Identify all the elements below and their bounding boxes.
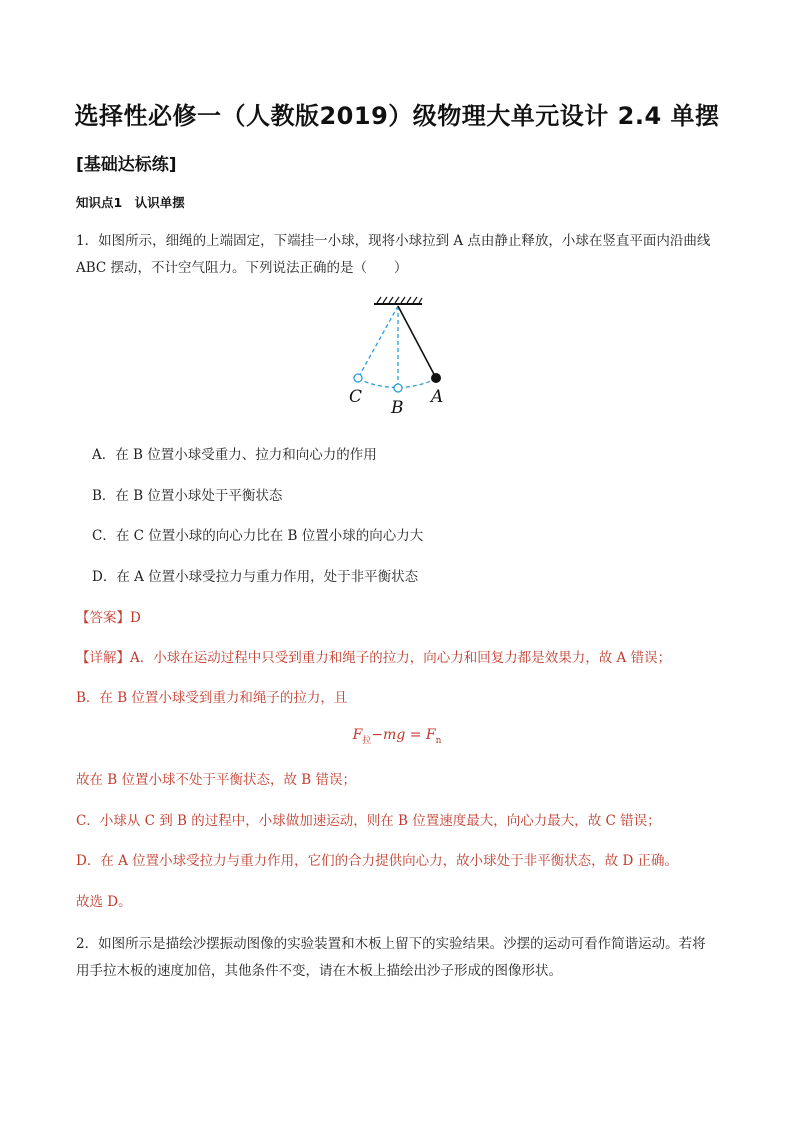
formula-rest: −mg = F bbox=[371, 727, 436, 743]
q1-stem-line1: 1．如图所示，细绳的上端固定，下端挂一小球，现将小球拉到 A 点由静止释放，小球在竖直平面内沿曲线 bbox=[76, 233, 711, 249]
option-b[interactable]: B．在 B 位置小球处于平衡状态 bbox=[92, 488, 283, 504]
string-to-a bbox=[398, 306, 436, 378]
formula-sub-pull: 拉 bbox=[362, 735, 372, 746]
option-a[interactable]: A．在 B 位置小球受重力、拉力和向心力的作用 bbox=[92, 447, 377, 463]
answer-line: 【答案】D bbox=[76, 610, 141, 626]
label-a: A bbox=[431, 387, 444, 407]
explain-line-a: 【详解】A．小球在运动过程中只受到重力和绳子的拉力，向心力和回复力都是效果力，故 A 错误； bbox=[76, 650, 672, 666]
pendulum-figure bbox=[330, 290, 460, 418]
explain-conclusion: 故选 D。 bbox=[76, 894, 132, 910]
explain-line-b2: 故在 B 位置小球不处于平衡状态，故 B 错误； bbox=[76, 772, 357, 788]
section-heading: [基础达标练] bbox=[76, 155, 177, 175]
explain-line-c: C．小球从 C 到 B 的过程中，小球做加速运动，则在 B 位置速度最大，向心力最大，故 C 错误； bbox=[76, 813, 661, 829]
option-d[interactable]: D．在 A 位置小球受拉力与重力作用，处于非平衡状态 bbox=[92, 569, 419, 585]
ball-b bbox=[394, 384, 402, 392]
q1-stem-line2: ABC 摆动，不计空气阻力。下列说法正确的是（ ） bbox=[76, 260, 408, 276]
ball-a bbox=[431, 373, 441, 383]
explain-line-d: D．在 A 位置小球受拉力与重力作用，它们的合力提供向心力，故小球处于非平衡状态，故 D 正确。 bbox=[76, 853, 679, 869]
string-to-c bbox=[358, 306, 398, 378]
label-c: C bbox=[349, 387, 363, 407]
ball-c bbox=[354, 374, 362, 382]
label-b: B bbox=[391, 398, 404, 418]
explain-line-b: B．在 B 位置小球受到重力和绳子的拉力，且 bbox=[76, 690, 348, 706]
q2-line2: 用手拉木板的速度加倍，其他条件不变，请在木板上描绘出沙子形成的图像形状。 bbox=[76, 963, 562, 979]
ceiling-hatch bbox=[377, 297, 422, 303]
force-formula bbox=[0, 727, 794, 746]
q2-line1: 2．如图所示是描绘沙摆振动图像的实验装置和木板上留下的实验结果。沙摆的运动可看作简谐运动。若将 bbox=[76, 936, 706, 952]
page-title: 选择性必修一（人教版2019）级物理大单元设计 2.4 单摆 bbox=[74, 102, 720, 130]
option-c[interactable]: C．在 C 位置小球的向心力比在 B 位置小球的向心力大 bbox=[92, 528, 424, 544]
formula-sub-n: n bbox=[435, 735, 442, 746]
knowledge-point-heading: 知识点1 认识单摆 bbox=[76, 195, 185, 210]
formula-f-pull: F bbox=[352, 727, 363, 743]
